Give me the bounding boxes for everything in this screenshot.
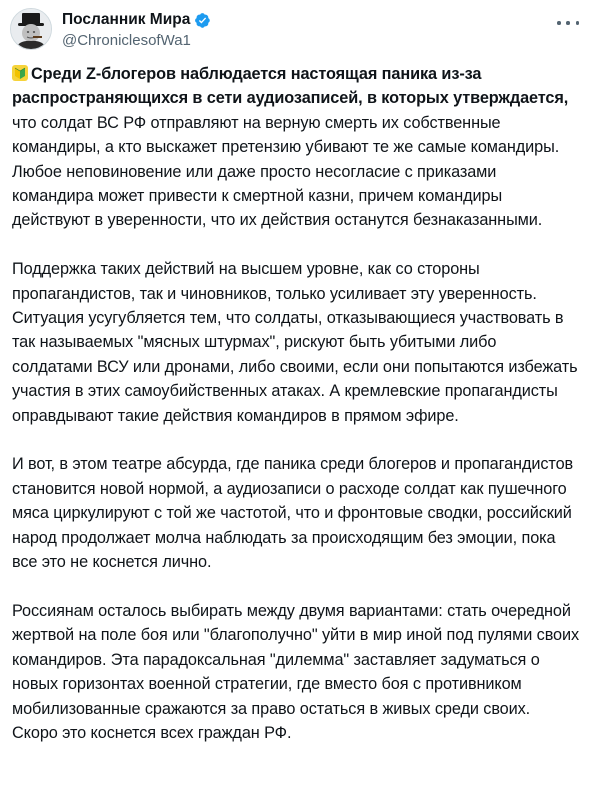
tweet-header: [10, 8, 581, 54]
author-display-name[interactable]: Посланник Мира: [62, 11, 191, 28]
avatar-portrait-icon: [11, 9, 51, 49]
tweet-text: [12, 62, 580, 745]
tweet-paragraph-1: [12, 62, 580, 233]
author-handle[interactable]: @ChroniclesofWa1: [62, 32, 191, 49]
tweet-paragraph-2: Поддержка таких действий на высшем уровне, как со стороны пропагандистов, так и чиновников, только усиливает эту уверенность. Ситуация усугубляется тем, что солдаты, отказывающиеся участвовать в так называемых "мясных штурмах", рискуют быть убитыми либо солдатами ВСУ или дронами, либо своими, если они попытаются избежать участия в этих самоубийственных атаках. А кремлевские пропагандисты оправдывают такие действия командиров в прямом эфире.: [12, 260, 578, 425]
beginner-shield-icon: [12, 65, 28, 81]
tweet-paragraph-3: И вот, в этом театре абсурда, где паника среди блогеров и пропагандистов становится новой нормой, а аудиозаписи о расходе солдат как пушечного мяса циркулируют с той же частотой, что и фронтовые сводки, российский народ продолжает молча наблюдать за происходящим без эмоции, пока все это не коснется лично.: [12, 455, 574, 572]
tweet-lead-rest: что солдат ВС РФ отправляют на верную смерть их собственные командиры, а кто выскажет претензию убивают те же самые командиры. Любое неповиновение или даже просто несогласие с приказами командира может привести к смертной казни, причем командиры действуют в уверенности, что их действия останутся безнаказанными.: [12, 113, 560, 230]
more-options-icon[interactable]: [557, 16, 579, 30]
verified-badge-icon: [194, 12, 211, 29]
avatar[interactable]: [10, 8, 52, 50]
tweet-lead-bold: Среди Z-блогеров наблюдается настоящая паника из-за распространяющихся в сети аудиозаписей, в которых утверждается,: [12, 65, 569, 108]
tweet-paragraph-4: Россиянам осталось выбирать между двумя вариантами: стать очередной жертвой на поле боя или "благополучно" уйти в мир иной под пулями своих командиров. Эта парадоксальная "дилемма" заставляет задуматься о новых горизонтах военной стратегии, где вместо боя с противником мобилизованные сражаются за право остаться в живых среди своих. Скоро это коснется всех граждан РФ.: [12, 601, 580, 742]
